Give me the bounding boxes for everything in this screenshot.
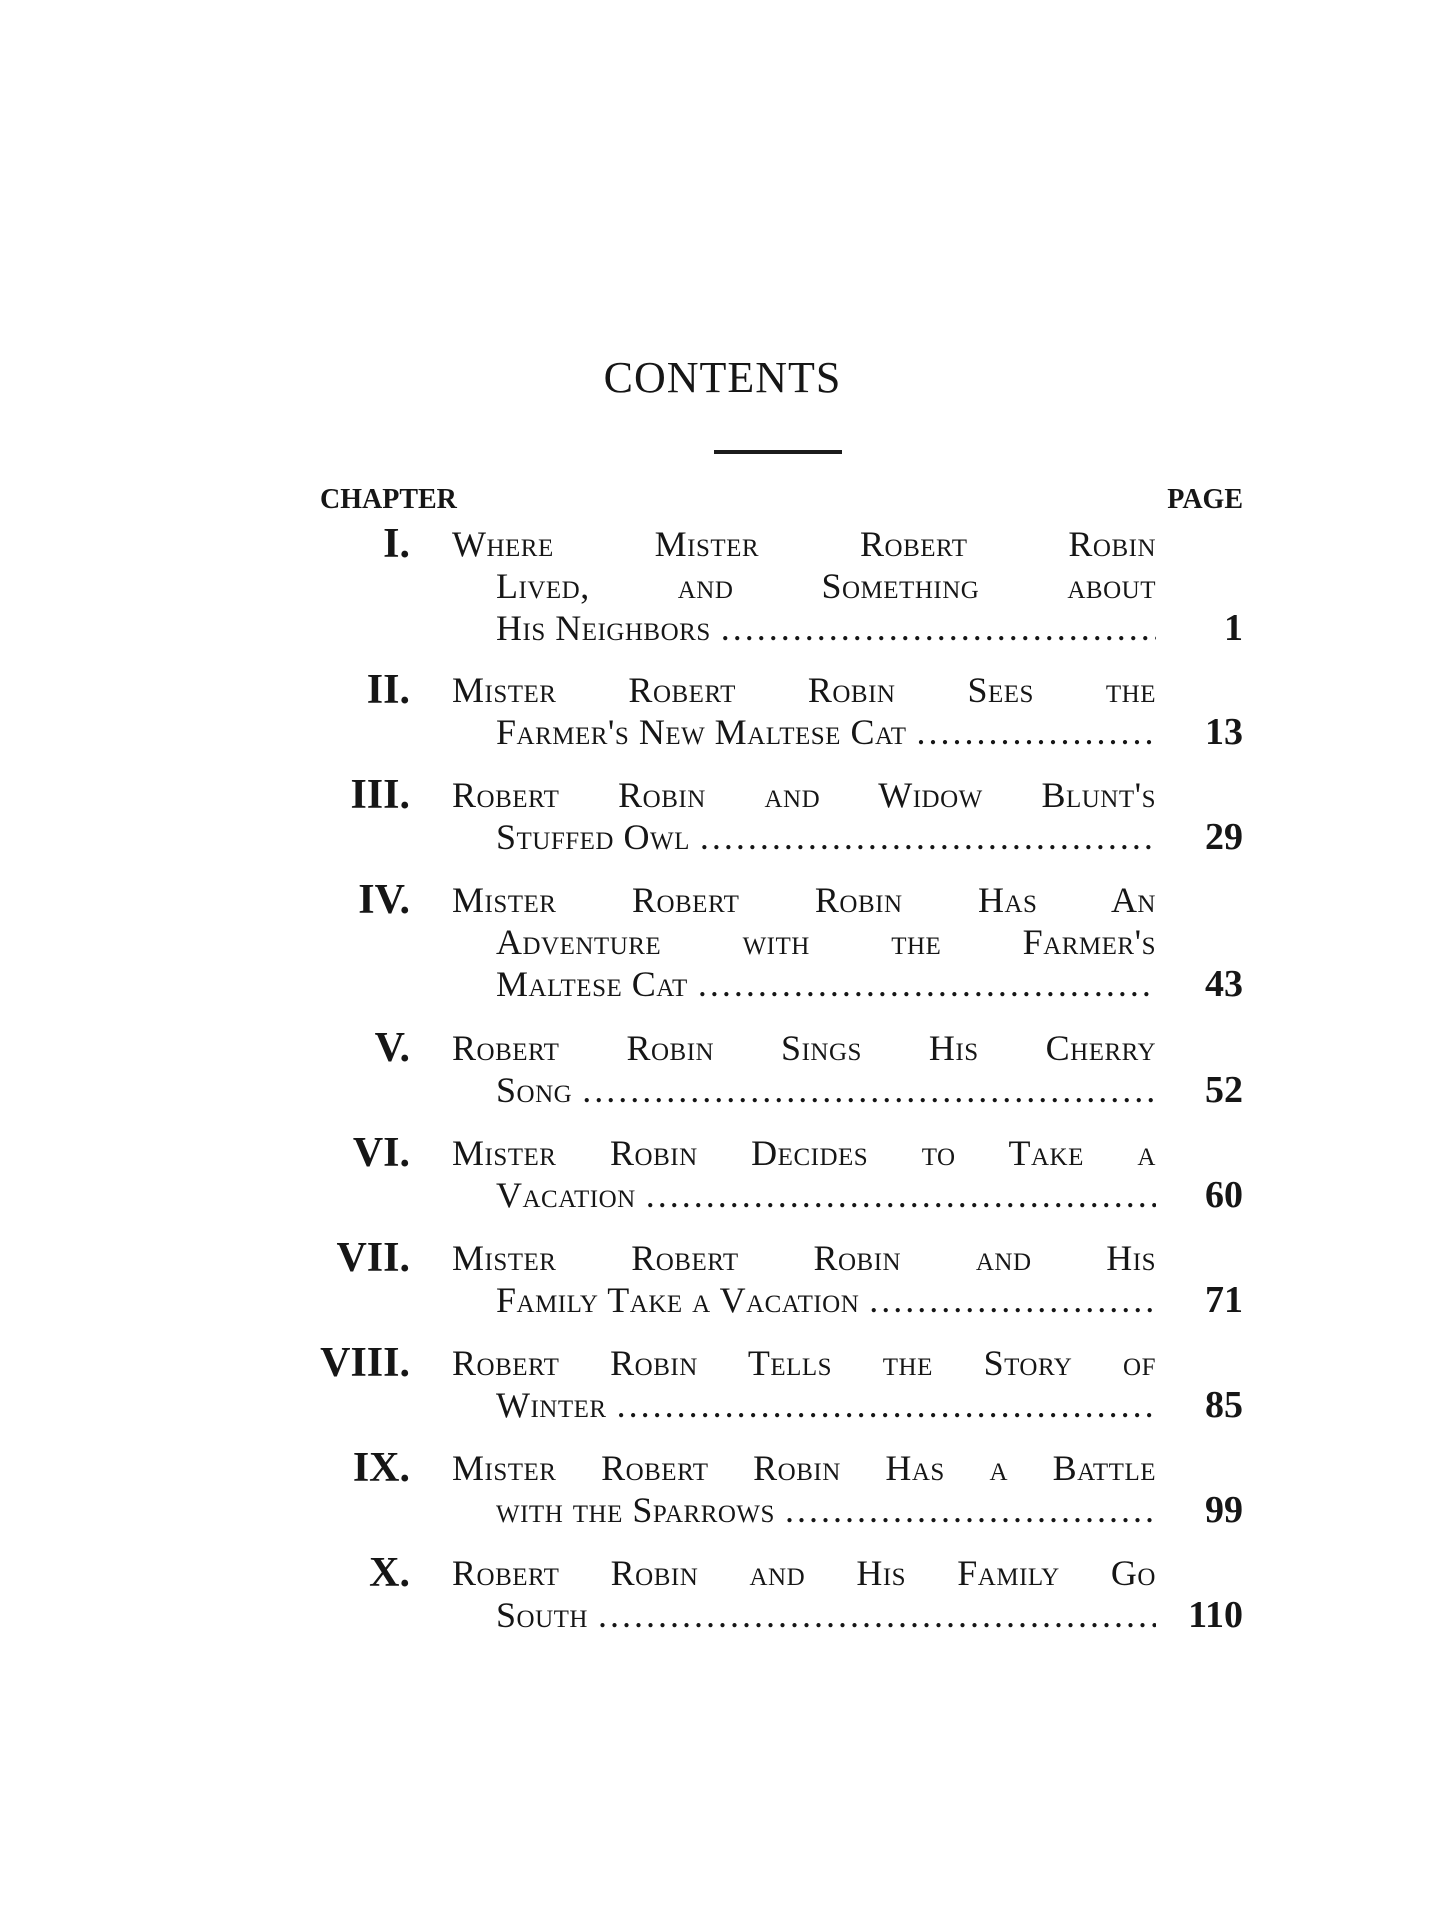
chapter-title-line: Robert Robin Sings His Cherry <box>452 1028 1156 1068</box>
chapter-title-text: Stuffed Owl <box>496 817 690 857</box>
page-number: 71 <box>1205 1279 1243 1321</box>
chapter-title-last-line <box>496 1484 1156 1536</box>
chapter-title-last-line <box>496 1589 1156 1641</box>
chapter-title-line: Mister Robin Decides to Take a <box>452 1133 1156 1173</box>
chapter-title-line: Robert Robin Tells the Story of <box>452 1343 1156 1383</box>
chapter-title-last-line <box>496 1169 1156 1221</box>
chapter-title-line: Where Mister Robert Robin <box>452 524 1156 564</box>
chapter-title-last-line <box>496 1064 1156 1116</box>
page-number: 52 <box>1205 1069 1243 1111</box>
chapter-number: I. <box>383 521 410 567</box>
dot-leader <box>785 1484 1156 1536</box>
page-number: 85 <box>1205 1384 1243 1426</box>
chapter-title-text: Vacation <box>496 1175 636 1215</box>
chapter-number: VIII. <box>320 1340 410 1386</box>
chapter-number: II. <box>366 667 410 713</box>
dot-leader <box>598 1589 1156 1641</box>
chapter-title-line: Mister Robert Robin Has a Battle <box>452 1448 1156 1488</box>
chapter-title-text: Farmer's New Maltese Cat <box>496 712 907 752</box>
page-number: 99 <box>1205 1489 1243 1531</box>
chapter-title-last-line <box>496 811 1156 863</box>
chapter-number: VI. <box>352 1130 410 1176</box>
chapter-number: III. <box>350 772 410 818</box>
chapter-title-text: with the Sparrows <box>496 1490 775 1530</box>
chapter-number: VII. <box>336 1235 410 1281</box>
chapter-title-text: South <box>496 1595 588 1635</box>
chapter-column-header: CHAPTER <box>320 484 457 515</box>
chapter-number: IV. <box>358 877 410 923</box>
dot-leader <box>721 602 1156 654</box>
page-number: 13 <box>1205 711 1243 753</box>
chapter-title-last-line <box>496 958 1156 1010</box>
dot-leader <box>917 706 1156 758</box>
title-rule <box>714 450 842 454</box>
page-number: 43 <box>1205 963 1243 1005</box>
chapter-title-text: Song <box>496 1070 573 1110</box>
dot-leader <box>646 1169 1156 1221</box>
chapter-title-line: Robert Robin and His Family Go <box>452 1553 1156 1593</box>
chapter-title-line: Robert Robin and Widow Blunt's <box>452 775 1156 815</box>
chapter-title-line: Mister Robert Robin Sees the <box>452 670 1156 710</box>
chapter-title-last-line <box>496 706 1156 758</box>
chapter-title-line: Lived, and Something about <box>496 566 1156 606</box>
chapter-title-line: Adventure with the Farmer's <box>496 922 1156 962</box>
page-number: 60 <box>1205 1174 1243 1216</box>
page-number: 29 <box>1205 816 1243 858</box>
chapter-title-last-line <box>496 1379 1156 1431</box>
page-title: CONTENTS <box>603 353 842 402</box>
page-number: 1 <box>1224 607 1243 649</box>
chapter-title-last-line <box>496 602 1156 654</box>
dot-leader <box>582 1064 1156 1116</box>
dot-leader <box>698 958 1156 1010</box>
chapter-title-text: His Neighbors <box>496 608 711 648</box>
chapter-number: V. <box>374 1025 410 1071</box>
page-column-header: PAGE <box>1167 484 1243 515</box>
chapter-title-line: Mister Robert Robin Has An <box>452 880 1156 920</box>
dot-leader <box>617 1379 1156 1431</box>
chapter-title-last-line <box>496 1274 1156 1326</box>
chapter-title-text: Maltese Cat <box>496 964 688 1004</box>
chapter-title-text: Winter <box>496 1385 607 1425</box>
dot-leader <box>869 1274 1156 1326</box>
chapter-number: IX. <box>352 1445 410 1491</box>
dot-leader <box>700 811 1156 863</box>
chapter-number: X. <box>369 1550 410 1596</box>
page-number: 110 <box>1188 1594 1243 1636</box>
chapter-title-line: Mister Robert Robin and His <box>452 1238 1156 1278</box>
chapter-title-text: Family Take a Vacation <box>496 1280 860 1320</box>
